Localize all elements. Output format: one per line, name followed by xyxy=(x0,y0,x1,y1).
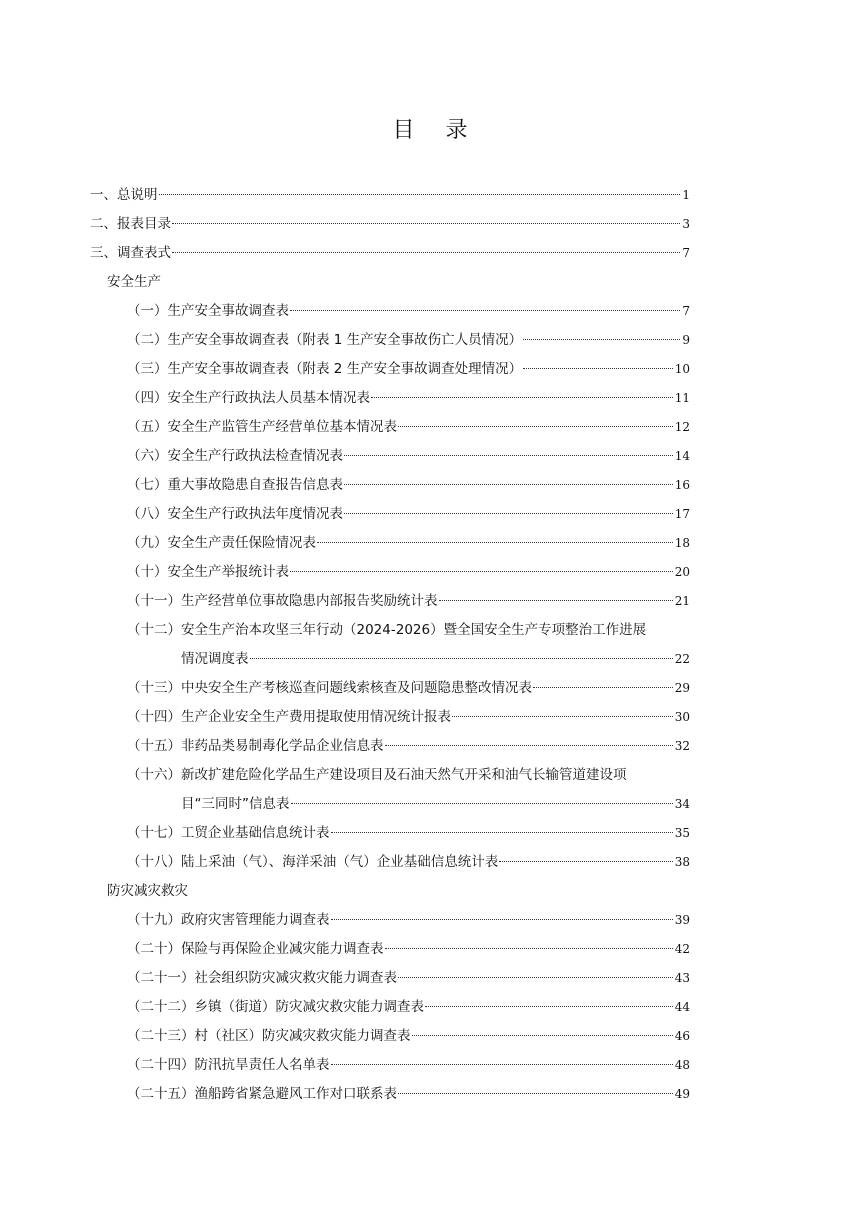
dot-leader xyxy=(398,426,673,427)
toc-page-number: 22 xyxy=(674,652,690,666)
toc-entry-label: 三、调查表式 xyxy=(90,245,171,261)
toc-entry-label-line1[interactable]: （十六）新改扩建危险化学品生产建设项目及石油天然气开采和油气长输管道建设项 xyxy=(127,767,627,783)
toc-entry-label: （三）生产安全事故调查表（附表 2 生产安全事故调查处理情况） xyxy=(127,361,523,377)
toc-page-number: 32 xyxy=(674,739,690,753)
toc-entry-label: 二、报表目录 xyxy=(90,216,171,232)
toc-entry[interactable] xyxy=(127,1026,690,1046)
toc-page-number: 38 xyxy=(674,855,690,869)
dot-leader xyxy=(425,1006,673,1007)
toc-entry[interactable] xyxy=(127,997,690,1017)
toc-entry-label: 目“三同时”信息表 xyxy=(181,796,290,812)
toc-entry[interactable] xyxy=(127,330,690,350)
dot-leader xyxy=(385,745,673,746)
toc-entry[interactable] xyxy=(90,243,690,263)
toc-entry[interactable] xyxy=(127,301,690,321)
dot-leader xyxy=(331,832,673,833)
toc-page-number: 12 xyxy=(674,420,690,434)
toc-entry[interactable] xyxy=(127,446,690,466)
dot-leader xyxy=(523,339,680,340)
toc-page-number: 1 xyxy=(682,188,690,202)
dot-leader xyxy=(331,919,673,920)
toc-entry[interactable] xyxy=(127,678,690,698)
toc-entry-label: 一、总说明 xyxy=(90,187,158,203)
toc-entry-label: （十一）生产经营单位事故隐患内部报告奖励统计表 xyxy=(127,593,438,609)
toc-page-number: 11 xyxy=(674,391,690,405)
dot-leader xyxy=(452,716,673,717)
toc-entry[interactable] xyxy=(181,649,690,669)
toc-entry[interactable] xyxy=(127,736,690,756)
toc-entry-label: （五）安全生产监管生产经营单位基本情况表 xyxy=(127,419,397,435)
dot-leader xyxy=(290,571,673,572)
toc-page-number: 17 xyxy=(674,507,690,521)
toc-entry-label: （十三）中央安全生产考核巡查问题线索核查及问题隐患整改情况表 xyxy=(127,680,532,696)
toc-entry-label: （十四）生产企业安全生产费用提取使用情况统计报表 xyxy=(127,709,451,725)
toc-entry-label: （二十四）防汛抗旱责任人名单表 xyxy=(127,1057,330,1073)
toc-entry-label-line1[interactable]: （十二）安全生产治本攻坚三年行动（2024-2026）暨全国安全生产专项整治工作进展 xyxy=(127,622,647,638)
dot-leader xyxy=(159,194,681,195)
toc-page-number: 14 xyxy=(674,449,690,463)
toc-page-number: 42 xyxy=(674,942,690,956)
toc-entry-label: （二十二）乡镇（街道）防灾减灾救灾能力调查表 xyxy=(127,999,424,1015)
toc-page-number: 29 xyxy=(674,681,690,695)
toc-page-number: 30 xyxy=(674,710,690,724)
toc-entry[interactable] xyxy=(127,968,690,988)
toc-section-heading: 防灾减灾救灾 xyxy=(107,883,188,899)
dot-leader xyxy=(523,368,673,369)
toc-entry[interactable] xyxy=(127,1055,690,1075)
toc-entry[interactable] xyxy=(127,852,690,872)
toc-page-number: 48 xyxy=(674,1058,690,1072)
toc-page-number: 21 xyxy=(674,594,690,608)
toc-entry[interactable] xyxy=(127,359,690,379)
toc-entry[interactable] xyxy=(127,910,690,930)
dot-leader xyxy=(533,687,673,688)
toc-entry-label: （二十三）村（社区）防灾减灾救灾能力调查表 xyxy=(127,1028,411,1044)
toc-page-number: 7 xyxy=(682,246,690,260)
dot-leader xyxy=(317,542,673,543)
page-title: 目 录 xyxy=(392,118,480,143)
toc-page-number: 35 xyxy=(674,826,690,840)
dot-leader xyxy=(412,1035,673,1036)
dot-leader xyxy=(250,658,673,659)
dot-leader xyxy=(398,1093,673,1094)
toc-page-number: 44 xyxy=(674,1000,690,1014)
dot-leader xyxy=(290,310,680,311)
dot-leader xyxy=(371,397,673,398)
dot-leader xyxy=(331,1064,673,1065)
toc-entry[interactable] xyxy=(127,417,690,437)
toc-entry[interactable] xyxy=(127,591,690,611)
dot-leader xyxy=(398,977,673,978)
toc-page-number: 9 xyxy=(682,333,690,347)
toc-entry-label: （六）安全生产行政执法检查情况表 xyxy=(127,448,343,464)
toc-page-number: 20 xyxy=(674,565,690,579)
toc-entry-label: （九）安全生产责任保险情况表 xyxy=(127,535,316,551)
toc-page-number: 43 xyxy=(674,971,690,985)
toc-entry[interactable] xyxy=(127,562,690,582)
toc-entry[interactable] xyxy=(181,794,690,814)
toc-entry-label: （一）生产安全事故调查表 xyxy=(127,303,289,319)
toc-entry-label: （十）安全生产举报统计表 xyxy=(127,564,289,580)
dot-leader xyxy=(499,861,672,862)
dot-leader xyxy=(291,803,673,804)
dot-leader xyxy=(344,455,673,456)
toc-entry[interactable] xyxy=(127,475,690,495)
toc-entry[interactable] xyxy=(127,707,690,727)
dot-leader xyxy=(385,948,673,949)
toc-entry-label: （八）安全生产行政执法年度情况表 xyxy=(127,506,343,522)
toc-page-number: 7 xyxy=(682,304,690,318)
toc-entry[interactable] xyxy=(127,533,690,553)
toc-entry-label: （二十）保险与再保险企业减灾能力调查表 xyxy=(127,941,384,957)
toc-page-number: 18 xyxy=(674,536,690,550)
toc-page-number: 34 xyxy=(674,797,690,811)
toc-page-number: 46 xyxy=(674,1029,690,1043)
dot-leader xyxy=(344,484,673,485)
toc-entry[interactable] xyxy=(127,504,690,524)
toc-entry-label: （二十五）渔船跨省紧急避风工作对口联系表 xyxy=(127,1086,397,1102)
toc-page-number: 49 xyxy=(674,1087,690,1101)
toc-entry[interactable] xyxy=(90,185,690,205)
toc-entry-label: （二）生产安全事故调查表（附表 1 生产安全事故伤亡人员情况） xyxy=(127,332,523,348)
toc-page-number: 16 xyxy=(674,478,690,492)
toc-entry-label: （十八）陆上采油（气）、海洋采油（气）企业基础信息统计表 xyxy=(127,854,499,870)
dot-leader xyxy=(344,513,673,514)
toc-entry[interactable] xyxy=(127,1084,690,1104)
toc-entry-label: （七）重大事故隐患自查报告信息表 xyxy=(127,477,343,493)
dot-leader xyxy=(439,600,673,601)
toc-entry-label: 情况调度表 xyxy=(181,651,249,667)
toc-entry-label: （十七）工贸企业基础信息统计表 xyxy=(127,825,330,841)
dot-leader xyxy=(172,223,680,224)
toc-page-number: 3 xyxy=(682,217,690,231)
toc-entry[interactable] xyxy=(127,388,690,408)
toc-page-number: 10 xyxy=(674,362,690,376)
toc-entry-label: （十九）政府灾害管理能力调查表 xyxy=(127,912,330,928)
toc-section-heading: 安全生产 xyxy=(107,274,161,290)
toc-entry-label: （二十一）社会组织防灾减灾救灾能力调查表 xyxy=(127,970,397,986)
toc-entry-label: （十五）非药品类易制毒化学品企业信息表 xyxy=(127,738,384,754)
toc-page-number: 39 xyxy=(674,913,690,927)
toc-entry[interactable] xyxy=(90,214,690,234)
toc-entry-label: （四）安全生产行政执法人员基本情况表 xyxy=(127,390,370,406)
toc-entry[interactable] xyxy=(127,939,690,959)
dot-leader xyxy=(172,252,680,253)
toc-entry[interactable] xyxy=(127,823,690,843)
